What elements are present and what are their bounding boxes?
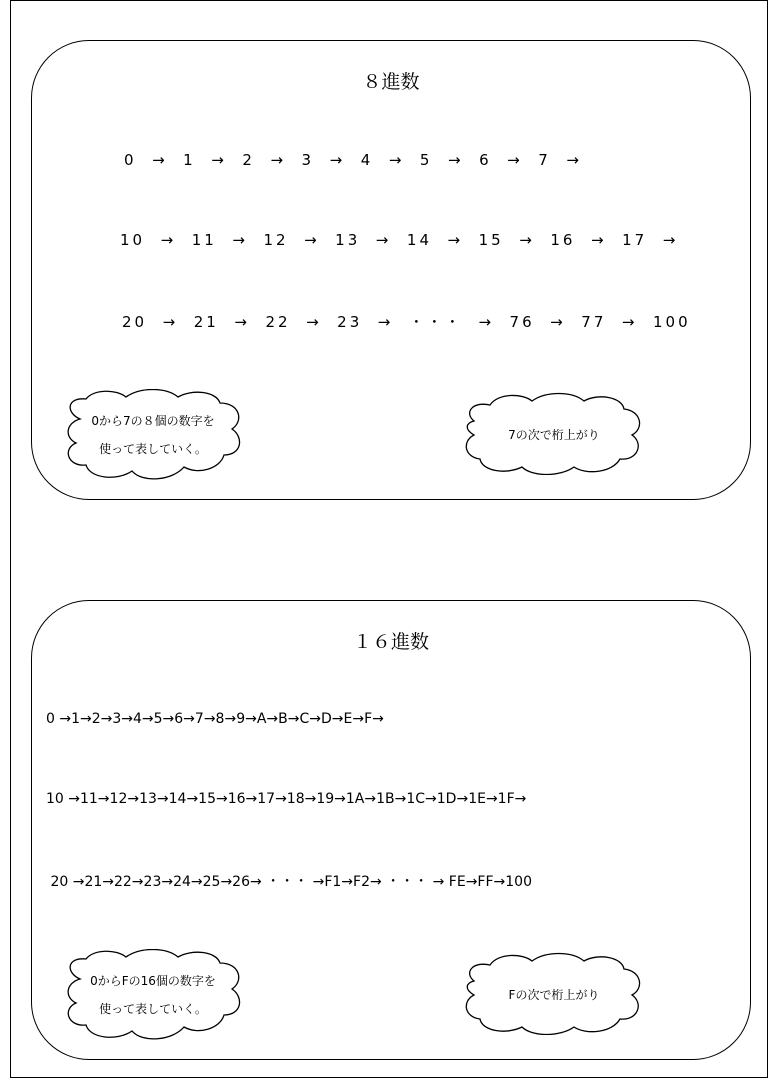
octal-row-1: 0 → 1 → 2 → 3 → 4 → 5 → 6 → 7 → (124, 151, 582, 169)
hex-note-left-line-2: 使って表していく。 (99, 1002, 207, 1016)
hex-note-cloud-right (462, 951, 646, 1035)
octal-row-2: 10 → 11 → 12 → 13 → 14 → 15 → 16 → 17 → (120, 231, 679, 249)
octal-row-3: 20 → 21 → 22 → 23 → ・・・ → 76 → 77 → 100 (122, 313, 691, 331)
hex-panel (31, 600, 751, 1060)
octal-panel (31, 40, 751, 500)
hex-row-3: 20 →21→22→23→24→25→26→ ・・・ →F1→F2→ ・・・ → FE→FF→100 (46, 874, 532, 890)
hex-note-cloud-left (60, 949, 246, 1045)
octal-note-cloud-left (60, 389, 246, 485)
octal-note-left-line-2: 使って表していく。 (99, 442, 207, 456)
hex-title: １６進数 (352, 631, 429, 653)
octal-note-cloud-right (462, 391, 646, 475)
octal-note-right-text: 7の次で桁上がり (508, 428, 600, 442)
hex-row-2: 10 →11→12→13→14→15→16→17→18→19→1A→1B→1C→1D→1E→1F→ (46, 791, 527, 807)
octal-note-left-line-1: 0から7の８個の数字を (91, 414, 215, 428)
hex-note-left-line-1: 0からFの16個の数字を (90, 974, 216, 988)
hex-row-1: 0 →1→2→3→4→5→6→7→8→9→A→B→C→D→E→F→ (46, 711, 384, 727)
octal-title: ８進数 (362, 71, 420, 93)
hex-note-right-text: Fの次で桁上がり (508, 988, 600, 1002)
